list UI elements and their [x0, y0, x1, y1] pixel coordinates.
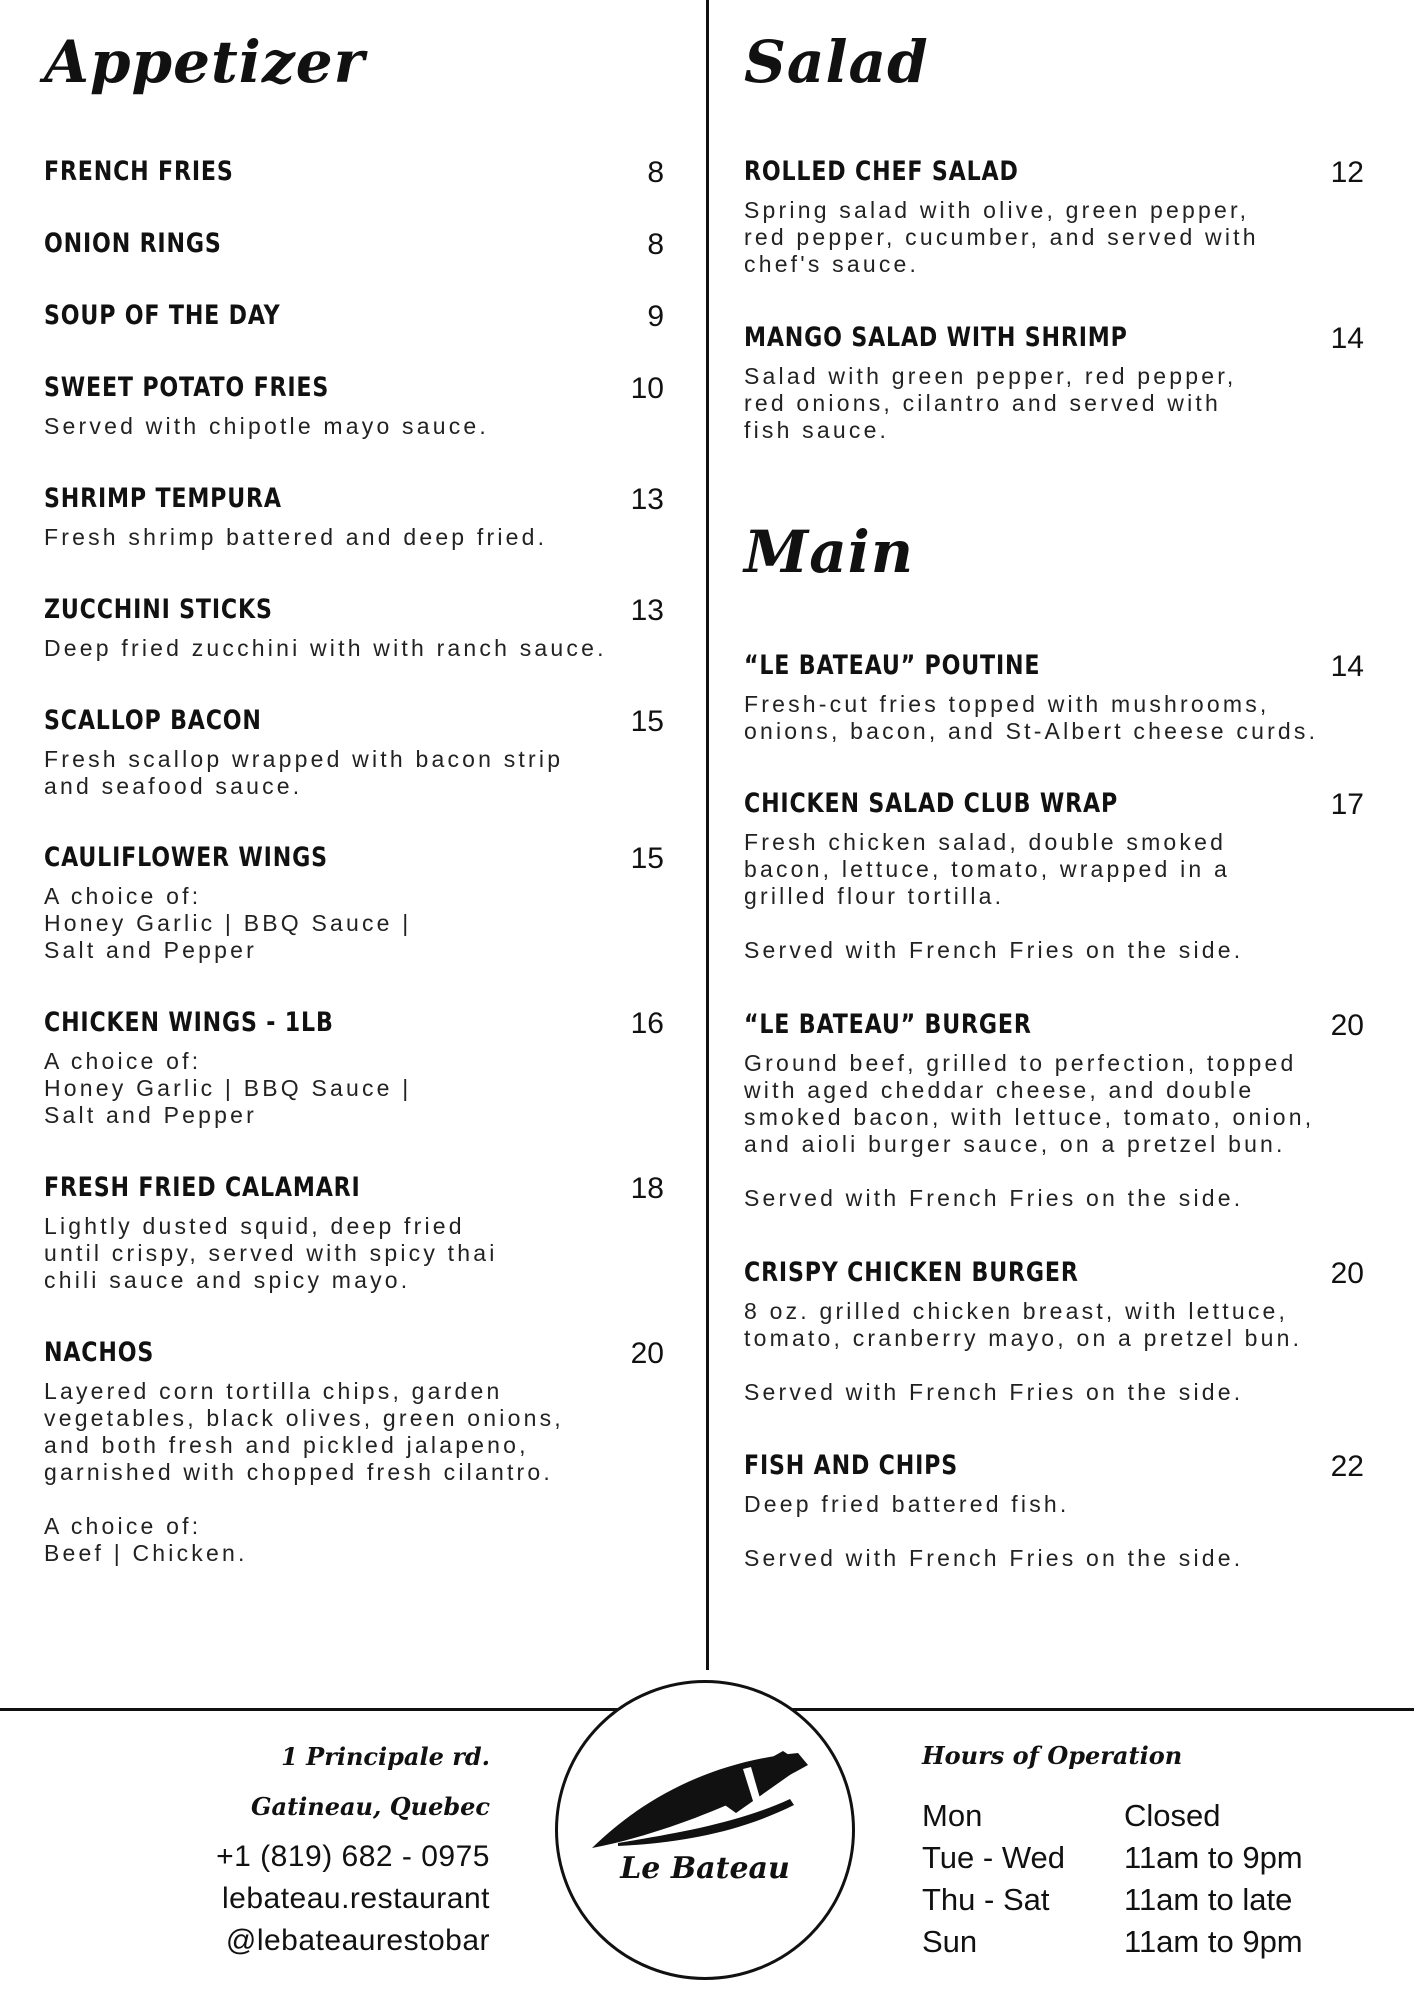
item-description: Spring salad with olive, green pepper, red pepper, cucumber, and served with chef's sauce. [744, 197, 1259, 277]
menu-item [44, 594, 664, 662]
item-price: 8 [647, 156, 664, 189]
menu-item [44, 228, 664, 259]
item-side-note: Served with French Fries on the side. [744, 1379, 1244, 1405]
item-price: 15 [630, 842, 664, 875]
item-price: 20 [1330, 1257, 1364, 1290]
item-description: Served with chipotle mayo sauce. [44, 413, 490, 439]
hours-time: 11am to 9pm [1124, 1924, 1303, 1959]
phone-number[interactable]: +1 (819) 682 - 0975 [216, 1840, 490, 1873]
item-price: 14 [1330, 650, 1364, 683]
item-price: 20 [1330, 1009, 1364, 1042]
hours-day: Thu - Sat [922, 1882, 1050, 1917]
hours-day: Sun [922, 1924, 978, 1959]
menu-item [44, 372, 664, 440]
item-name: SOUP OF THE DAY [44, 300, 281, 331]
item-name: CRISPY CHICKEN BURGER [744, 1257, 1079, 1288]
column-divider [706, 0, 709, 1670]
item-name: CHICKEN WINGS - 1LB [44, 1007, 334, 1038]
website-link[interactable]: lebateau.restaurant [221, 1882, 490, 1915]
address-city: Gatineau, Quebec [251, 1792, 490, 1821]
item-description: Fresh chicken salad, double smoked bacon, lettuce, tomato, wrapped in a grilled flour tortilla. [744, 829, 1230, 909]
menu-item [44, 842, 664, 964]
item-options: A choice of: Beef | Chicken. [44, 1513, 248, 1566]
item-description: Ground beef, grilled to perfection, topped with aged cheddar cheese, and double smoked bacon, with lettuce, tomato, onion, and aioli burger sauce, on a pretzel bun. [744, 1050, 1315, 1157]
item-price: 14 [1330, 322, 1364, 355]
item-name: NACHOS [44, 1337, 155, 1368]
main-title: Main [744, 518, 914, 586]
logo-text: Le Bateau [620, 1851, 790, 1886]
item-description: Lightly dusted squid, deep fried until crispy, served with spicy thai chili sauce and spicy mayo. [44, 1213, 498, 1293]
hours-title: Hours of Operation [922, 1741, 1183, 1770]
item-description: Fresh-cut fries topped with mushrooms, onions, bacon, and St-Albert cheese curds. [744, 691, 1319, 744]
menu-item [744, 650, 1364, 745]
menu-item [744, 322, 1364, 444]
menu-item [744, 1257, 1364, 1406]
menu-item [44, 156, 664, 187]
item-price: 12 [1330, 156, 1364, 189]
item-name: “LE BATEAU” POUTINE [744, 650, 1041, 681]
item-side-note: Served with French Fries on the side. [744, 937, 1244, 963]
hours-time: 11am to late [1124, 1882, 1293, 1917]
item-price: 9 [647, 300, 664, 333]
item-name: CHICKEN SALAD CLUB WRAP [744, 788, 1119, 819]
item-name: ZUCCHINI STICKS [44, 594, 273, 625]
item-description: 8 oz. grilled chicken breast, with lettuce, tomato, cranberry mayo, on a pretzel bun. [744, 1298, 1303, 1351]
item-description: Fresh scallop wrapped with bacon strip and seafood sauce. [44, 746, 564, 799]
item-price: 22 [1330, 1450, 1364, 1483]
hours-time: 11am to 9pm [1124, 1840, 1303, 1875]
item-price: 20 [630, 1337, 664, 1370]
menu-item [44, 1172, 664, 1294]
item-name: SHRIMP TEMPURA [44, 483, 282, 514]
item-name: CAULIFLOWER WINGS [44, 842, 328, 873]
item-description: Deep fried battered fish. [744, 1491, 1070, 1517]
salad-title: Salad [744, 28, 929, 96]
boat-icon [558, 1683, 852, 1977]
menu-item [744, 1450, 1364, 1572]
item-description: Deep fried zucchini with with ranch sauce. [44, 635, 607, 661]
menu-item [744, 1009, 1364, 1212]
item-price: 18 [630, 1172, 664, 1205]
hours-day: Mon [922, 1798, 983, 1833]
item-price: 13 [630, 594, 664, 627]
item-name: ONION RINGS [44, 228, 222, 259]
logo [555, 1680, 855, 1980]
menu-item [744, 788, 1364, 964]
menu-item [44, 1007, 664, 1129]
item-name: ROLLED CHEF SALAD [744, 156, 1019, 187]
item-name: SWEET POTATO FRIES [44, 372, 330, 403]
item-name: FRESH FRIED CALAMARI [44, 1172, 361, 1203]
item-description: A choice of: Honey Garlic | BBQ Sauce | Salt and Pepper [44, 1048, 412, 1128]
item-price: 16 [630, 1007, 664, 1040]
item-description: Fresh shrimp battered and deep fried. [44, 524, 548, 550]
menu-item [44, 705, 664, 800]
item-description: Salad with green pepper, red pepper, red onions, cilantro and served with fish sauce. [744, 363, 1237, 443]
item-price: 13 [630, 483, 664, 516]
appetizer-title: Appetizer [44, 28, 366, 96]
hours-time: Closed [1124, 1798, 1221, 1833]
menu-item [744, 156, 1364, 278]
item-side-note: Served with French Fries on the side. [744, 1545, 1244, 1571]
item-name: SCALLOP BACON [44, 705, 262, 736]
item-price: 10 [630, 372, 664, 405]
social-handle[interactable]: @lebateaurestobar [225, 1924, 490, 1957]
item-side-note: Served with French Fries on the side. [744, 1185, 1244, 1211]
address-street: 1 Principale rd. [281, 1742, 490, 1771]
item-name: MANGO SALAD WITH SHRIMP [744, 322, 1128, 353]
item-price: 17 [1330, 788, 1364, 821]
item-description: A choice of: Honey Garlic | BBQ Sauce | Salt and Pepper [44, 883, 412, 963]
item-description: Layered corn tortilla chips, garden vegetables, black olives, green onions, and both fresh and pickled jalapeno, garnished with chopped fresh cilantro. [44, 1378, 564, 1485]
menu-item [44, 1337, 664, 1567]
menu-item [44, 300, 664, 331]
menu-item [44, 483, 664, 551]
item-name: FISH AND CHIPS [744, 1450, 958, 1481]
item-price: 8 [647, 228, 664, 261]
hours-day: Tue - Wed [922, 1840, 1065, 1875]
item-price: 15 [630, 705, 664, 738]
item-name: FRENCH FRIES [44, 156, 234, 187]
item-name: “LE BATEAU” BURGER [744, 1009, 1032, 1040]
